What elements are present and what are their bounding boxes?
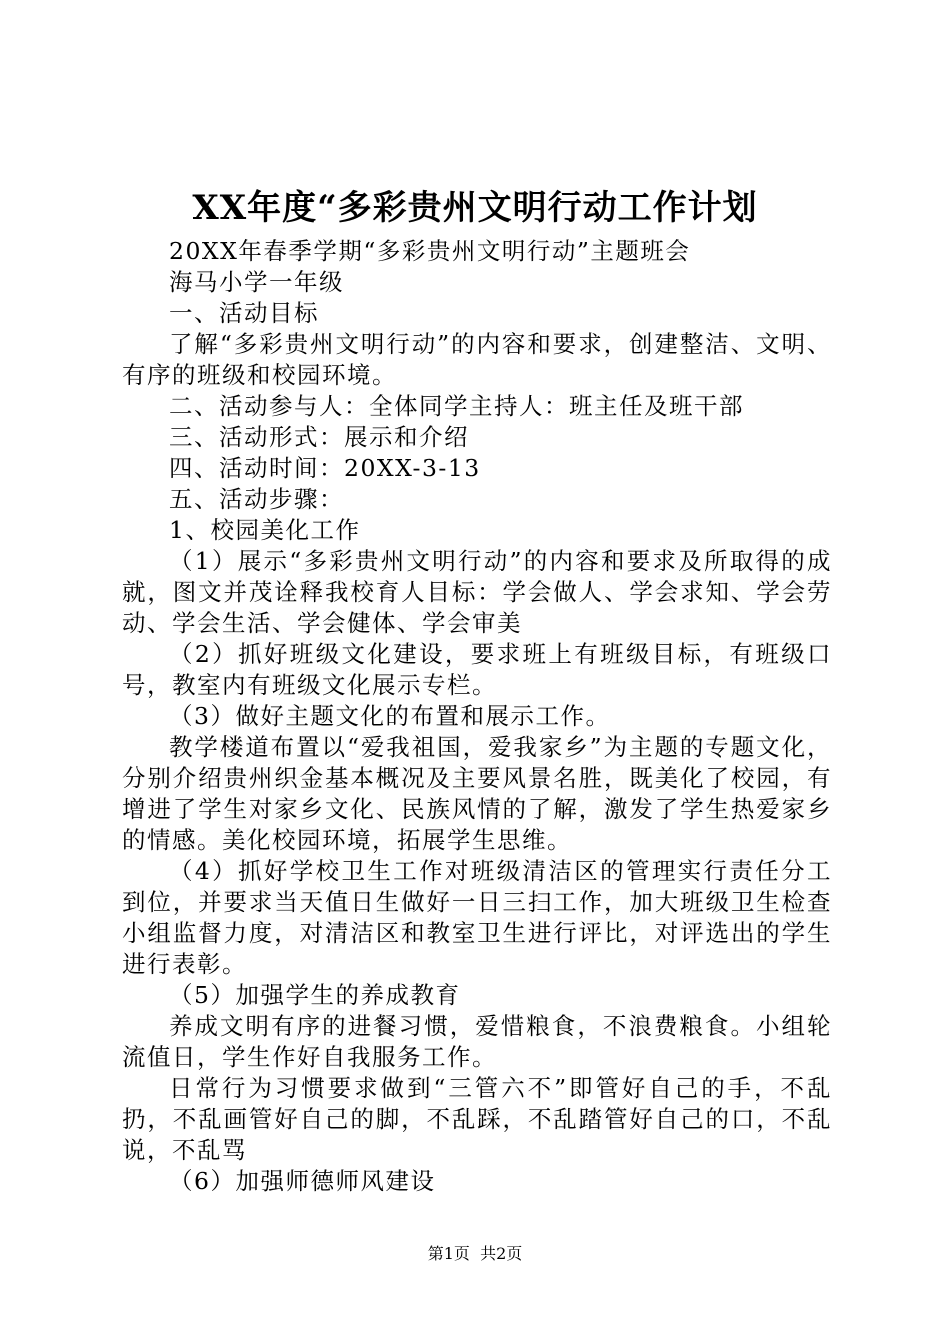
paragraph: 二、活动参与人：全体同学主持人：班主任及班干部	[169, 392, 744, 420]
paragraph: （2）抓好班级文化建设，要求班上有班级目标，有班级口号，教室内有班级文化展示专栏。	[122, 640, 832, 699]
paragraph: （1）展示“多彩贵州文明行动”的内容和要求及所取得的成就，图文并茂诠释我校育人目标：学会做人、学会求知、学会劳动、学会生活、学会健体、学会审美	[122, 547, 832, 637]
paragraph: 教学楼道布置以“爱我祖国，爱我家乡”为主题的专题文化，分别介绍贵州织金基本概况及主要风景名胜，既美化了校园，有增进了学生对家乡文化、民族风情的了解，激发了学生热爱家乡的情感。美化校园环境，拓展学生思维。	[122, 733, 832, 854]
paragraph: （3）做好主题文化的布置和展示工作。	[169, 702, 611, 730]
paragraph: 日常行为习惯要求做到“三管六不”即管好自己的手，不乱扔，不乱画管好自己的脚，不乱踩，不乱踏管好自己的口，不乱说，不乱骂	[122, 1074, 832, 1164]
paragraph: 五、活动步骤：	[169, 485, 344, 513]
document-title: XX年度“多彩贵州文明行动工作计划	[192, 188, 758, 228]
paragraph: 20XX年春季学期“多彩贵州文明行动”主题班会	[169, 237, 691, 265]
paragraph: 四、活动时间：20XX-3-13	[169, 454, 481, 482]
paragraph: 了解“多彩贵州文明行动”的内容和要求，创建整洁、文明、有序的班级和校园环境。	[122, 330, 832, 389]
paragraph: 养成文明有序的进餐习惯，爱惜粮食，不浪费粮食。小组轮流值日，学生作好自我服务工作。	[122, 1012, 832, 1071]
paragraph: 海马小学一年级	[169, 268, 344, 296]
paragraph: （5）加强学生的养成教育	[169, 981, 461, 1009]
paragraph: 一、活动目标	[169, 299, 319, 327]
paragraph: 三、活动形式：展示和介绍	[169, 423, 469, 451]
page-footer: 第1页 共2页	[427, 1244, 523, 1263]
document-body	[122, 236, 832, 1197]
paragraph: （4）抓好学校卫生工作对班级清洁区的管理实行责任分工到位，并要求当天值日生做好一日三扫工作，加大班级卫生检查小组监督力度，对清洁区和教室卫生进行评比，对评选出的学生进行表彰。	[122, 857, 832, 978]
paragraph: 1、校园美化工作	[169, 516, 361, 544]
paragraph: （6）加强师德师风建设	[169, 1167, 436, 1195]
